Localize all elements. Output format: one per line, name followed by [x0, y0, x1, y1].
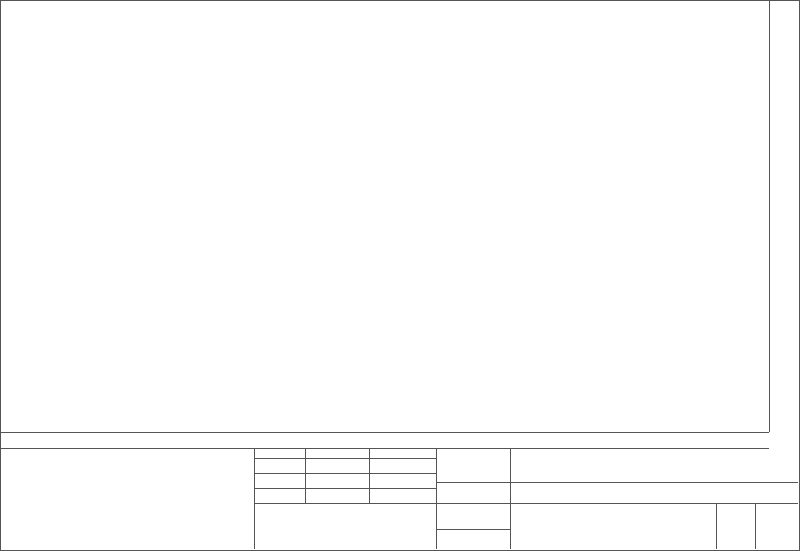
- tb-line-etabli: [254, 473, 436, 474]
- tb-nom-left: [369, 448, 370, 503]
- tb-date-left: [305, 448, 306, 503]
- tb-line-verifie: [254, 488, 436, 489]
- tb-line-main: [254, 503, 798, 504]
- column-band-top-line: [0, 432, 769, 433]
- tb-line-projet: [436, 482, 798, 483]
- tb-value-left: [510, 448, 511, 549]
- tb-line-date: [254, 458, 436, 459]
- tb-line-format: [436, 529, 510, 530]
- tb-folio-left: [755, 503, 756, 549]
- tb-client-left: [436, 448, 437, 549]
- tb-ied-left: [716, 503, 717, 549]
- right-margin-line: [769, 0, 770, 432]
- column-band-bottom-line: [0, 448, 769, 449]
- tb-left-line: [254, 448, 255, 549]
